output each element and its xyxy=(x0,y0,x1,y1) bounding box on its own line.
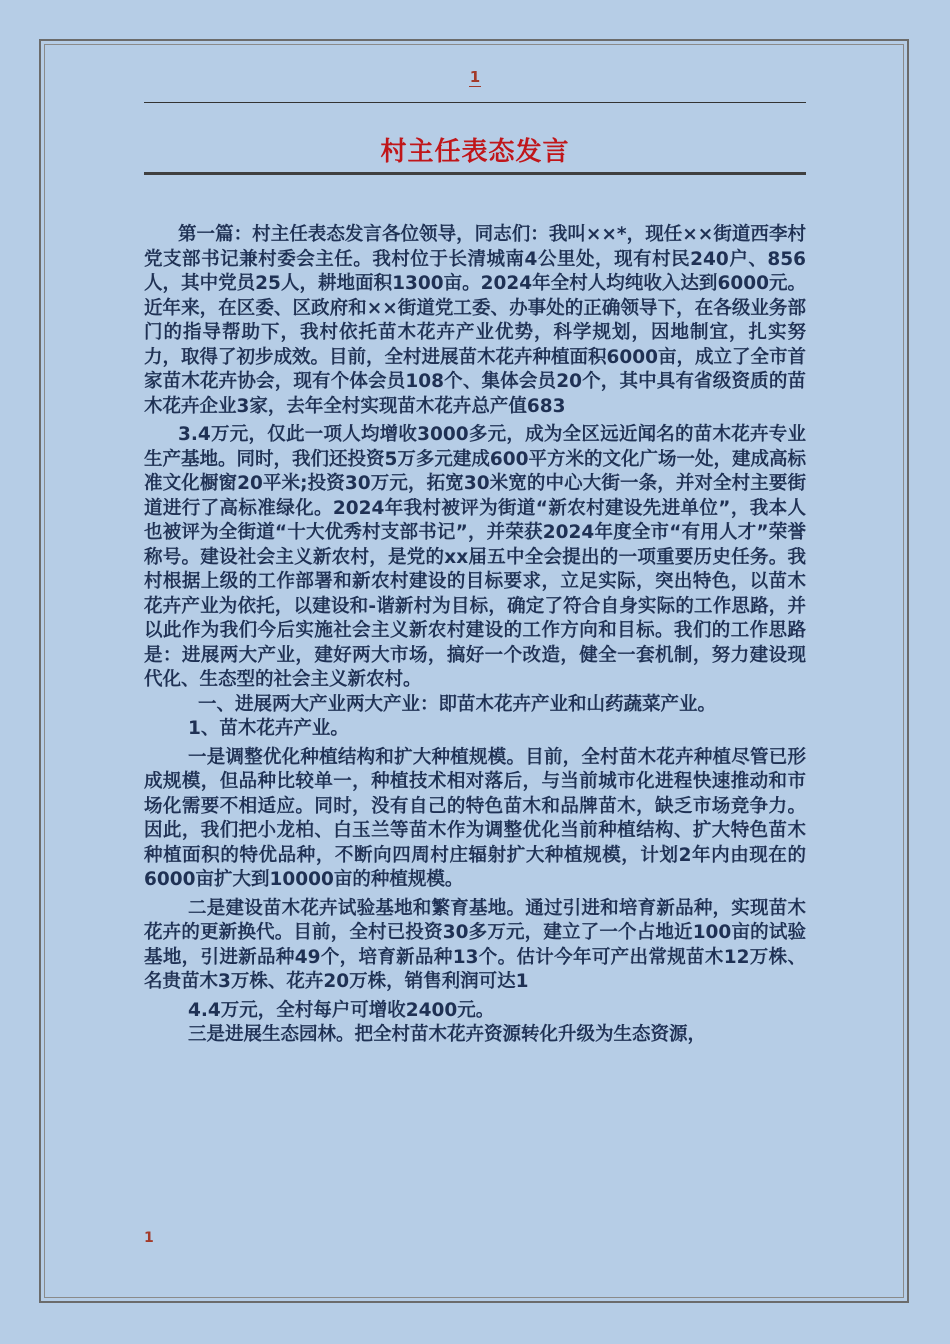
title-rule xyxy=(144,172,806,175)
header-rule xyxy=(144,102,806,103)
paragraph: 二是建设苗木花卉试验基地和繁育基地。通过引进和培育新品种，实现苗木花卉的更新换代。目前，全村已投资30多万元，建立了一个占地近100亩的试验基地，引进新品种49个，培育新品种13个。估计今年可产出常规苗木12万株、名贵苗木3万株、花卉20万株，销售利润可达1 xyxy=(144,897,806,992)
document-body xyxy=(144,223,806,1048)
paragraph: 3.4万元，仅此一项人均增收3000多元，成为全区远近闻名的苗木花卉专业生产基地。同时，我们还投资5万多元建成600平方米的文化广场一处，建成高标准文化橱窗20平米;投资30万元，拓宽30米宽的中心大街一条，并对全村主要街道进行了高标准绿化。2024年我村被评为街道“新农村建设先进单位”，我本人也被评为全街道“十大优秀村支部书记”，并荣获2024年度全市“有用人才”荣誉称号。建设社会主义新农村，是党的xx届五中全会提出的一项重要历史任务。我村根据上级的工作部署和新农村建设的目标要求，立足实际，突出特色，以苗木花卉产业为依托，以建设和-谐新村为目标，确定了符合自身实际的工作思路，并以此作为我们今后实施社会主义新农村建设的工作方向和目标。我们的工作思路是：进展两大产业，建好两大市场，搞好一个改造，健全一套机制，努力建设现代化、生态型的社会主义新农村。 xyxy=(144,424,806,690)
header-page-number-text: 1 xyxy=(469,68,481,86)
paragraph: 三是进展生态园林。把全村苗木花卉资源转化升级为生态资源， xyxy=(188,1024,707,1045)
paragraph: 1、苗木花卉产业。 xyxy=(188,718,349,739)
paragraph: 一是调整优化种植结构和扩大种植规模。目前，全村苗木花卉种植尽管已形成规模，但品种比较单一，种植技术相对落后，与当前城市化进程快速推动和市场化需要不相适应。同时，没有自己的特色苗木和品牌苗木，缺乏市场竞争力。因此，我们把小龙柏、白玉兰等苗木作为调整优化当前种植结构、扩大特色苗木种植面积的特优品种，不断向四周村庄辐射扩大种植规模，计划2年内由现在的6000亩扩大到10000亩的种植规模。 xyxy=(144,746,806,890)
document-title: 村主任表态发言 xyxy=(380,137,570,167)
paragraph: 一、进展两大产业两大产业：即苗木花卉产业和山药蔬菜产业。 xyxy=(198,693,717,715)
footer-page-number: 1 xyxy=(144,1230,154,1246)
paragraph: 4.4万元，全村每户可增收2400元。 xyxy=(188,999,495,1021)
paragraph: 第一篇：村主任表态发言各位领导，同志们：我叫××*，现任××街道西李村党支部书记兼村委会主任。我村位于长清城南4公里处，现有村民240户、856人，其中党员25人，耕地面积1300亩。2024年全村人均纯收入达到6000元。近年来，在区委、区政府和××街道党工委、办事处的正确领导下，在各级业务部门的指导帮助下，我村依托苗木花卉产业优势，科学规划，因地制宜，扎实努力，取得了初步成效。目前，全村进展苗木花卉种植面积6000亩，成立了全市首家苗木花卉协会，现有个体会员108个、集体会员20个，其中具有省级资质的苗木花卉企业3家，去年全村实现苗木花卉总产值683 xyxy=(144,224,806,417)
header-page-number xyxy=(0,68,950,86)
